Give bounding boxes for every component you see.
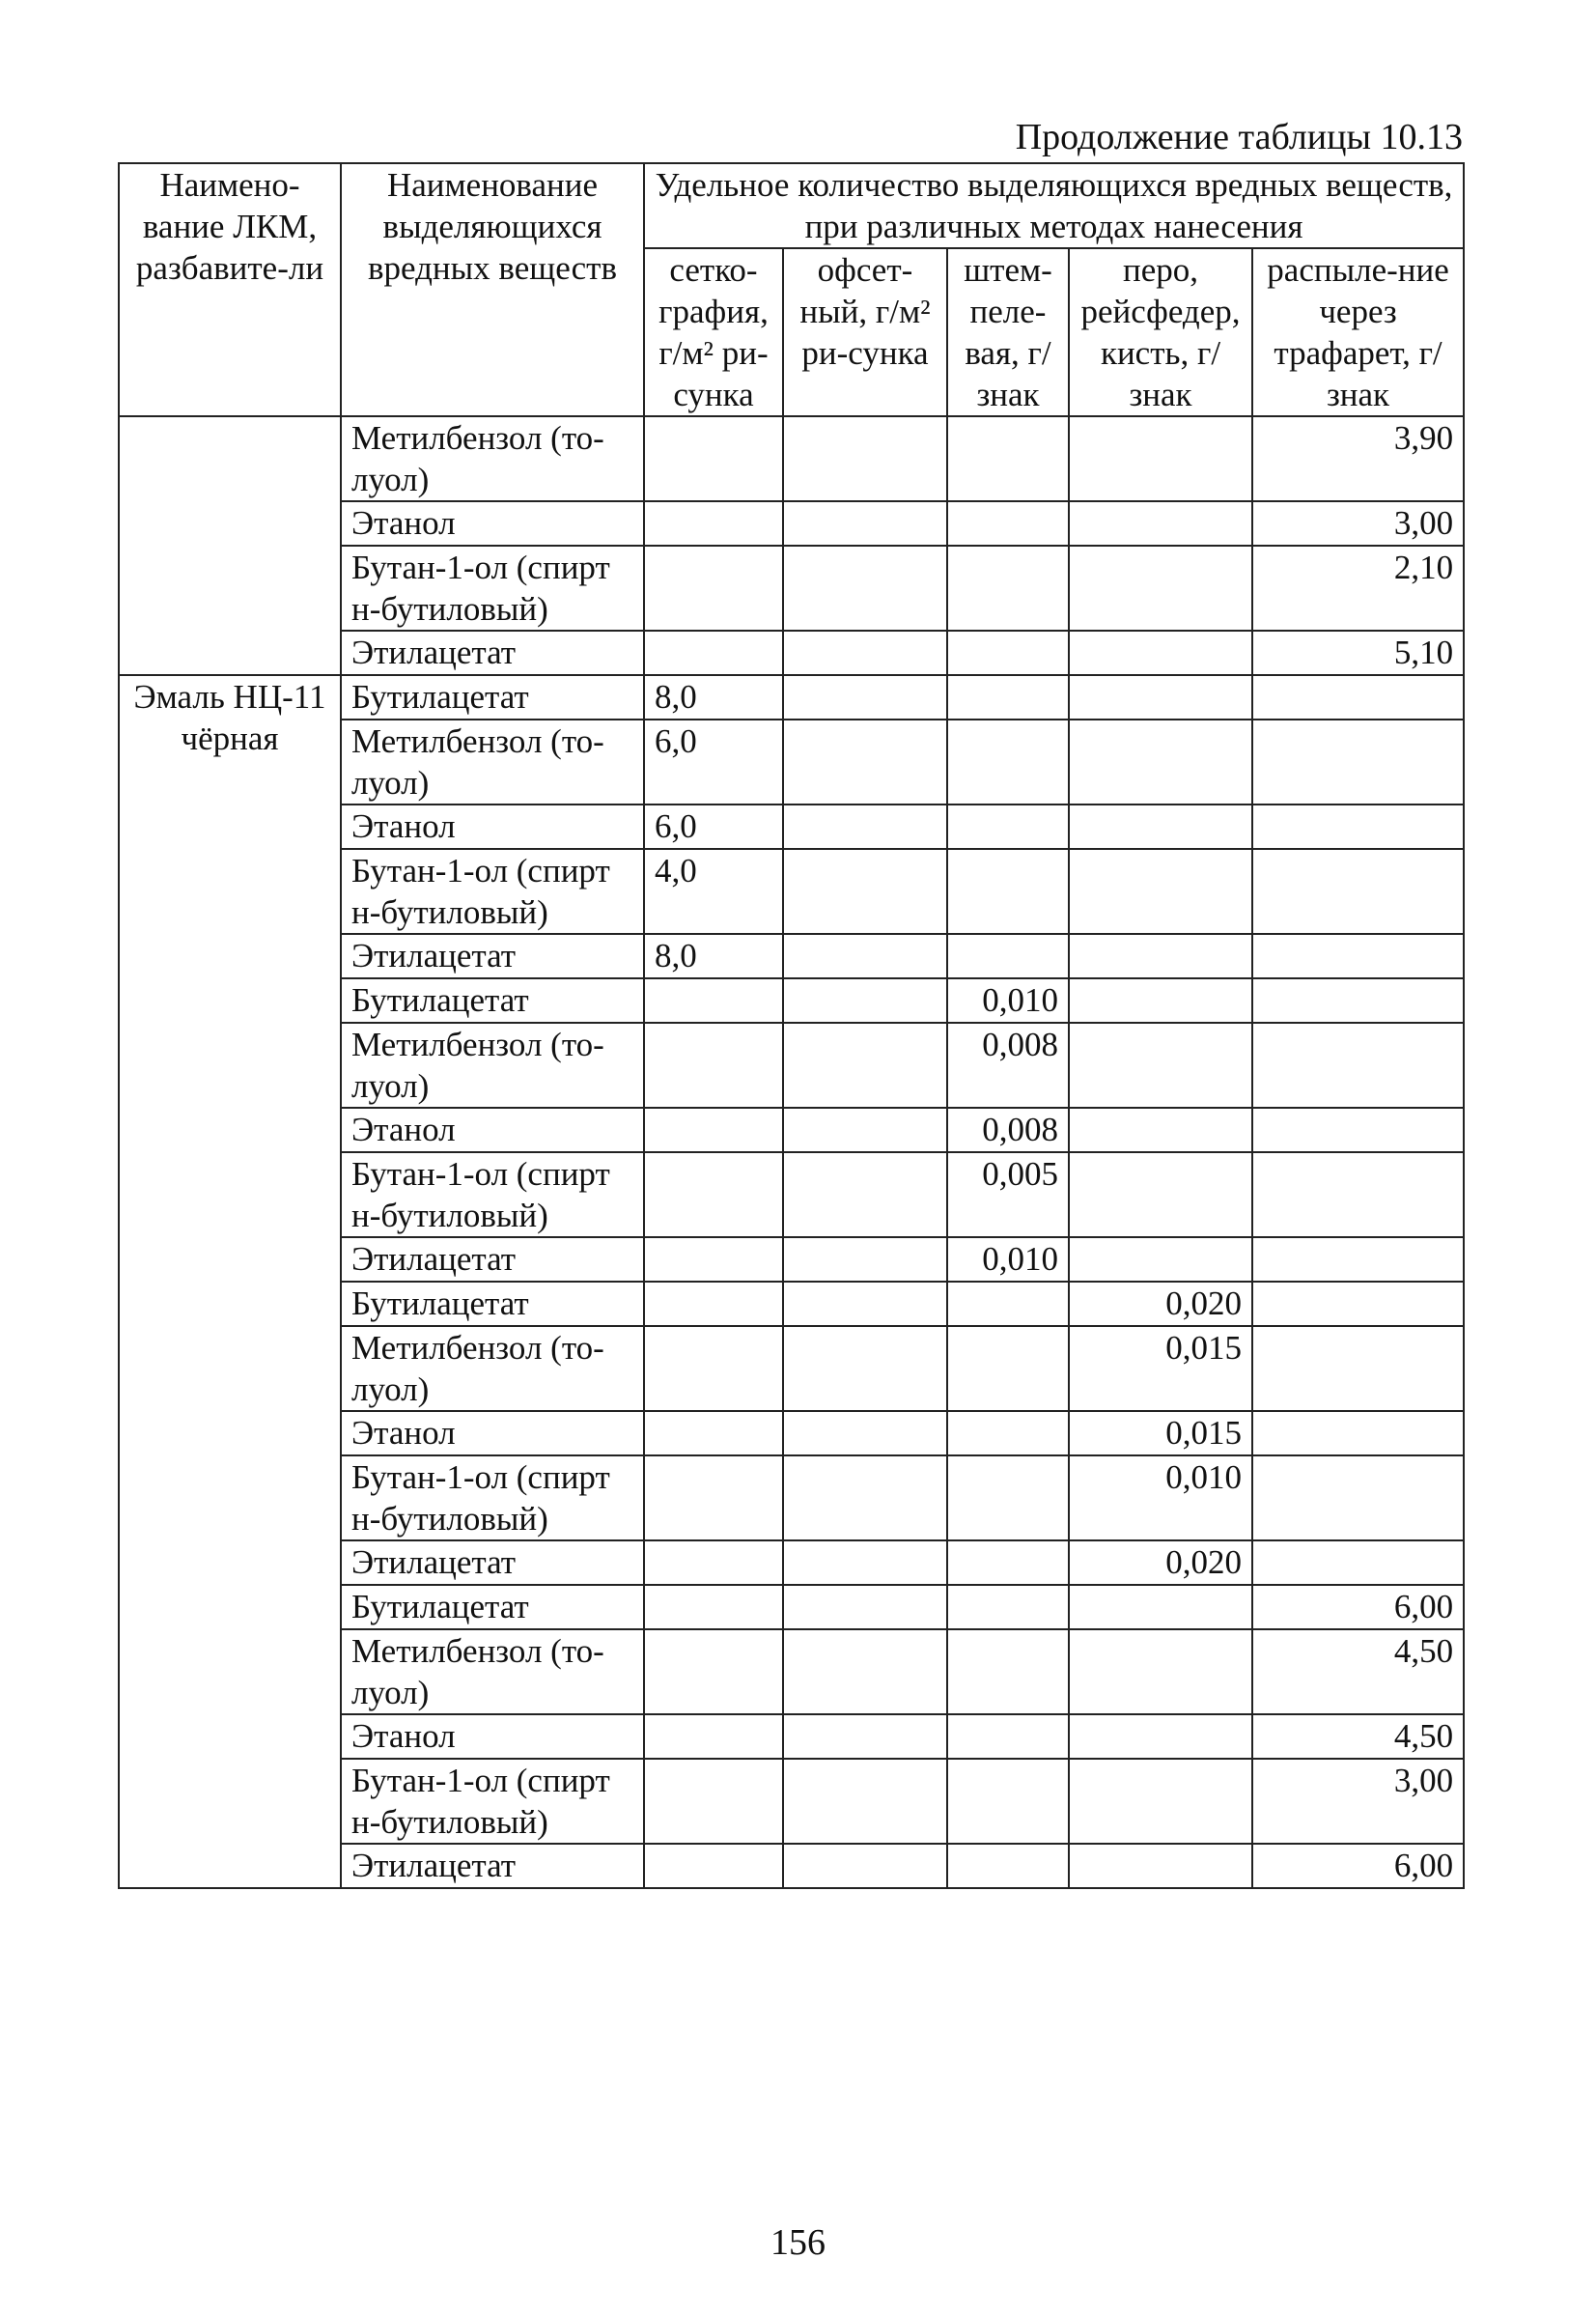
value-cell: 8,0 (644, 934, 783, 978)
substance-cell: Этилацетат (341, 1237, 644, 1282)
value-cell: 4,0 (644, 849, 783, 934)
value-cell (947, 805, 1069, 849)
header-substance: Наименование выделяющихся вредных веществ (341, 163, 644, 416)
value-cell (1069, 1844, 1252, 1888)
value-cell: 6,00 (1252, 1844, 1464, 1888)
value-cell (783, 1540, 947, 1585)
value-cell: 0,020 (1069, 1282, 1252, 1326)
value-cell (1069, 978, 1252, 1023)
value-cell: 0,015 (1069, 1411, 1252, 1455)
value-cell: 0,020 (1069, 1540, 1252, 1585)
substance-cell: Этанол (341, 501, 644, 546)
value-cell: 3,00 (1252, 1759, 1464, 1844)
material-cell: Эмаль НЦ-11 чёрная (119, 675, 341, 1888)
substance-cell: Метилбензол (то-луол) (341, 416, 644, 501)
value-cell (1069, 1108, 1252, 1152)
value-cell (947, 1411, 1069, 1455)
value-cell (783, 1629, 947, 1714)
value-cell (783, 978, 947, 1023)
value-cell (1069, 1023, 1252, 1108)
header-method-stamp: штем-пеле-вая, г/знак (947, 248, 1069, 416)
value-cell (1252, 675, 1464, 720)
value-cell (1252, 1282, 1464, 1326)
substance-cell: Бутан-1-ол (спирт н-бутиловый) (341, 1455, 644, 1540)
value-cell (783, 501, 947, 546)
value-cell (644, 631, 783, 675)
value-cell: 0,008 (947, 1023, 1069, 1108)
substance-cell: Бутан-1-ол (спирт н-бутиловый) (341, 1759, 644, 1844)
value-cell (947, 1844, 1069, 1888)
value-cell: 4,50 (1252, 1629, 1464, 1714)
value-cell (1069, 1629, 1252, 1714)
header-method-pen: перо, рейсфедер, кисть, г/знак (1069, 248, 1252, 416)
value-cell (783, 1023, 947, 1108)
substance-cell: Этанол (341, 1108, 644, 1152)
substance-cell: Этилацетат (341, 1540, 644, 1585)
value-cell (1069, 1585, 1252, 1629)
value-cell: 0,015 (1069, 1326, 1252, 1411)
value-cell (644, 1585, 783, 1629)
value-cell (1252, 1152, 1464, 1237)
value-cell (783, 675, 947, 720)
value-cell (1252, 720, 1464, 805)
substance-cell: Бутилацетат (341, 1585, 644, 1629)
value-cell (947, 546, 1069, 631)
value-cell (1069, 849, 1252, 934)
table-caption: Продолжение таблицы 10.13 (1015, 117, 1463, 157)
value-cell: 0,008 (947, 1108, 1069, 1152)
value-cell (947, 1759, 1069, 1844)
value-cell (1252, 1108, 1464, 1152)
value-cell (1252, 805, 1464, 849)
value-cell (783, 1585, 947, 1629)
substance-cell: Бутан-1-ол (спирт н-бутиловый) (341, 849, 644, 934)
value-cell (644, 1326, 783, 1411)
value-cell (644, 1629, 783, 1714)
value-cell (783, 631, 947, 675)
value-cell (644, 1540, 783, 1585)
substance-cell: Бутан-1-ол (спирт н-бутиловый) (341, 1152, 644, 1237)
value-cell (1252, 978, 1464, 1023)
material-cell-empty (119, 416, 341, 675)
value-cell (1069, 501, 1252, 546)
value-cell (947, 1282, 1069, 1326)
substance-cell: Бутилацетат (341, 675, 644, 720)
value-cell (644, 1282, 783, 1326)
value-cell (783, 805, 947, 849)
substance-cell: Этилацетат (341, 631, 644, 675)
value-cell (947, 934, 1069, 978)
value-cell (644, 1455, 783, 1540)
value-cell (783, 849, 947, 934)
value-cell (947, 720, 1069, 805)
substance-cell: Бутан-1-ол (спирт н-бутиловый) (341, 546, 644, 631)
value-cell (644, 1714, 783, 1759)
value-cell (1252, 1455, 1464, 1540)
value-cell (1069, 675, 1252, 720)
value-cell (947, 1714, 1069, 1759)
substance-cell: Метилбензол (то-луол) (341, 1326, 644, 1411)
value-cell (644, 546, 783, 631)
header-method-screen: сетко-графия, г/м² ри-сунка (644, 248, 783, 416)
value-cell (644, 416, 783, 501)
value-cell (783, 1282, 947, 1326)
value-cell (1252, 1411, 1464, 1455)
value-cell (783, 1237, 947, 1282)
value-cell (1069, 1152, 1252, 1237)
header-group: Удельное количество выделяющихся вредных веществ, при различных методах нанесения (644, 163, 1464, 248)
value-cell (947, 501, 1069, 546)
value-cell (644, 1411, 783, 1455)
value-cell (783, 1759, 947, 1844)
value-cell (644, 1108, 783, 1152)
page-number: 156 (770, 2222, 826, 2263)
value-cell (783, 1152, 947, 1237)
value-cell (1252, 849, 1464, 934)
value-cell (1252, 1540, 1464, 1585)
substance-cell: Этанол (341, 805, 644, 849)
table-row (119, 675, 1464, 720)
value-cell: 5,10 (1252, 631, 1464, 675)
value-cell (644, 1152, 783, 1237)
value-cell (783, 1844, 947, 1888)
value-cell (1069, 631, 1252, 675)
value-cell (644, 1759, 783, 1844)
value-cell (1069, 1759, 1252, 1844)
header-method-spray: распыле-ние через трафарет, г/знак (1252, 248, 1464, 416)
value-cell (1069, 1237, 1252, 1282)
value-cell: 4,50 (1252, 1714, 1464, 1759)
value-cell (1069, 720, 1252, 805)
value-cell (1069, 416, 1252, 501)
value-cell: 3,00 (1252, 501, 1464, 546)
substance-cell: Этанол (341, 1714, 644, 1759)
value-cell (1252, 1023, 1464, 1108)
value-cell: 6,00 (1252, 1585, 1464, 1629)
value-cell (783, 934, 947, 978)
value-cell (783, 1411, 947, 1455)
substance-cell: Этилацетат (341, 934, 644, 978)
value-cell (783, 1108, 947, 1152)
header-material: Наимено-вание ЛКМ, разбавите-ли (119, 163, 341, 416)
value-cell (1252, 1237, 1464, 1282)
value-cell (1069, 805, 1252, 849)
value-cell (644, 1237, 783, 1282)
value-cell (644, 501, 783, 546)
header-method-offset: офсет-ный, г/м² ри-сунка (783, 248, 947, 416)
value-cell (947, 1455, 1069, 1540)
value-cell: 8,0 (644, 675, 783, 720)
value-cell: 6,0 (644, 720, 783, 805)
substance-cell: Метилбензол (то-луол) (341, 1629, 644, 1714)
value-cell: 6,0 (644, 805, 783, 849)
value-cell (947, 849, 1069, 934)
value-cell (1252, 934, 1464, 978)
value-cell: 2,10 (1252, 546, 1464, 631)
value-cell: 0,005 (947, 1152, 1069, 1237)
emissions-table (118, 162, 1465, 1889)
value-cell (947, 631, 1069, 675)
substance-cell: Бутилацетат (341, 1282, 644, 1326)
table-row (119, 416, 1464, 501)
value-cell (644, 1844, 783, 1888)
value-cell (1069, 934, 1252, 978)
value-cell (947, 1326, 1069, 1411)
value-cell: 0,010 (947, 978, 1069, 1023)
value-cell (644, 978, 783, 1023)
value-cell (644, 1023, 783, 1108)
value-cell (783, 1455, 947, 1540)
value-cell (947, 416, 1069, 501)
value-cell (783, 1326, 947, 1411)
substance-cell: Метилбензол (то-луол) (341, 1023, 644, 1108)
value-cell (783, 416, 947, 501)
value-cell (947, 1585, 1069, 1629)
substance-cell: Метилбензол (то-луол) (341, 720, 644, 805)
value-cell (947, 1629, 1069, 1714)
value-cell (947, 675, 1069, 720)
substance-cell: Бутилацетат (341, 978, 644, 1023)
value-cell (947, 1540, 1069, 1585)
value-cell (783, 720, 947, 805)
substance-cell: Этанол (341, 1411, 644, 1455)
value-cell: 0,010 (1069, 1455, 1252, 1540)
value-cell (783, 1714, 947, 1759)
value-cell: 3,90 (1252, 416, 1464, 501)
value-cell (1069, 1714, 1252, 1759)
substance-cell: Этилацетат (341, 1844, 644, 1888)
value-cell (783, 546, 947, 631)
value-cell (1252, 1326, 1464, 1411)
value-cell: 0,010 (947, 1237, 1069, 1282)
value-cell (1069, 546, 1252, 631)
